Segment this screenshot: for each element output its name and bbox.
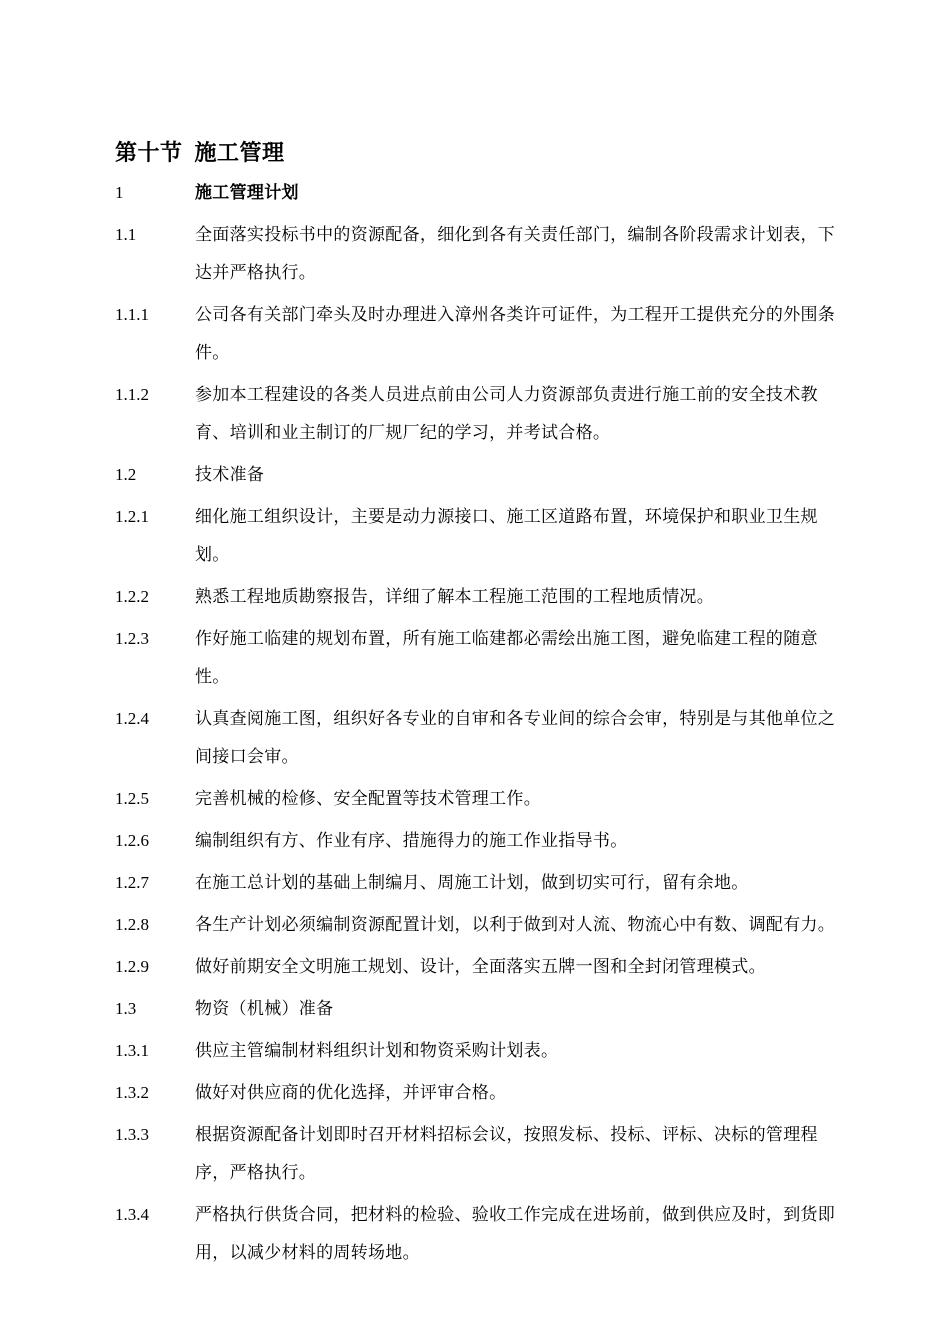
clause-number: 1.2.5 — [115, 789, 149, 808]
clause-number: 1.2.7 — [115, 873, 149, 892]
clause-text: 完善机械的检修、安全配置等技术管理工作。 — [195, 789, 541, 809]
clause-number: 1.3.4 — [115, 1205, 149, 1224]
clause-text: 供应主管编制材料组织计划和物资采购计划表。 — [195, 1041, 559, 1061]
clause-item — [0, 1196, 950, 1272]
clause-number: 1.2 — [115, 465, 137, 484]
clause-item — [0, 1074, 950, 1112]
clause-number: 1.3.1 — [115, 1041, 149, 1060]
clause-number: 1.2.9 — [115, 957, 149, 976]
clause-item — [0, 822, 950, 860]
clause-item — [0, 1032, 950, 1070]
clause-text: 编制组织有方、作业有序、措施得力的施工作业指导书。 — [195, 831, 628, 851]
clause-text: 作好施工临建的规划布置，所有施工临建都必需绘出施工图，避免临建工程的随意性。 — [195, 629, 818, 687]
clause-text: 严格执行供货合同，把材料的检验、验收工作完成在进场前，做到供应及时，到货即用，以减少材料的周转场地。 — [195, 1205, 836, 1263]
clause-item — [0, 620, 950, 696]
clause-number: 1.2.3 — [115, 629, 149, 648]
clause-text: 做好前期安全文明施工规划、设计，全面落实五牌一图和全封闭管理模式。 — [195, 957, 766, 977]
clause-text: 公司各有关部门牵头及时办理进入漳州各类许可证件，为工程开工提供充分的外围条件。 — [195, 305, 836, 363]
clause-text: 技术准备 — [195, 465, 265, 485]
clause-list — [0, 174, 950, 1276]
clause-number: 1.1.1 — [115, 305, 149, 324]
clause-number: 1.2.1 — [115, 507, 149, 526]
section-name: 施工管理 — [194, 140, 285, 166]
clause-number: 1.1.2 — [115, 385, 149, 404]
clause-item — [0, 456, 950, 494]
clause-text: 熟悉工程地质勘察报告，详细了解本工程施工范围的工程地质情况。 — [195, 587, 714, 607]
clause-item — [0, 296, 950, 372]
clause-item — [0, 990, 950, 1028]
clause-item — [0, 948, 950, 986]
clause-item — [0, 216, 950, 292]
clause-number: 1.2.8 — [115, 915, 149, 934]
clause-item — [0, 864, 950, 902]
clause-text: 在施工总计划的基础上制编月、周施工计划，做到切实可行，留有余地。 — [195, 873, 749, 893]
clause-text: 细化施工组织设计，主要是动力源接口、施工区道路布置，环境保护和职业卫生规划。 — [195, 507, 818, 565]
clause-text: 根据资源配备计划即时召开材料招标会议，按照发标、投标、评标、决标的管理程序，严格执行。 — [195, 1125, 818, 1183]
clause-item — [0, 376, 950, 452]
clause-item — [0, 780, 950, 818]
clause-number: 1.1 — [115, 225, 137, 244]
clause-item — [0, 1116, 950, 1192]
clause-number: 1.2.6 — [115, 831, 149, 850]
clause-item — [0, 174, 950, 212]
clause-text: 物资（机械）准备 — [195, 999, 334, 1019]
clause-item — [0, 700, 950, 776]
section-title — [115, 136, 285, 167]
clause-number: 1.2.2 — [115, 587, 149, 606]
clause-text: 全面落实投标书中的资源配备，细化到各有关责任部门，编制各阶段需求计划表，下达并严格执行。 — [195, 225, 836, 283]
clause-item — [0, 578, 950, 616]
clause-item — [0, 498, 950, 574]
section-label: 第十节 — [115, 140, 183, 166]
clause-text: 做好对供应商的优化选择，并评审合格。 — [195, 1083, 507, 1103]
clause-text: 施工管理计划 — [195, 183, 299, 203]
clause-number: 1.3.2 — [115, 1083, 149, 1102]
clause-text: 参加本工程建设的各类人员进点前由公司人力资源部负责进行施工前的安全技术教育、培训和业主制订的厂规厂纪的学习，并考试合格。 — [195, 385, 818, 443]
clause-text: 各生产计划必须编制资源配置计划，以利于做到对人流、物流心中有数、调配有力。 — [195, 915, 836, 935]
clause-item — [0, 906, 950, 944]
clause-text: 认真查阅施工图，组织好各专业的自审和各专业间的综合会审，特别是与其他单位之间接口会审。 — [195, 709, 836, 767]
clause-number: 1.2.4 — [115, 709, 149, 728]
clause-number: 1.3 — [115, 999, 137, 1018]
clause-number: 1 — [115, 183, 124, 202]
clause-number: 1.3.3 — [115, 1125, 149, 1144]
